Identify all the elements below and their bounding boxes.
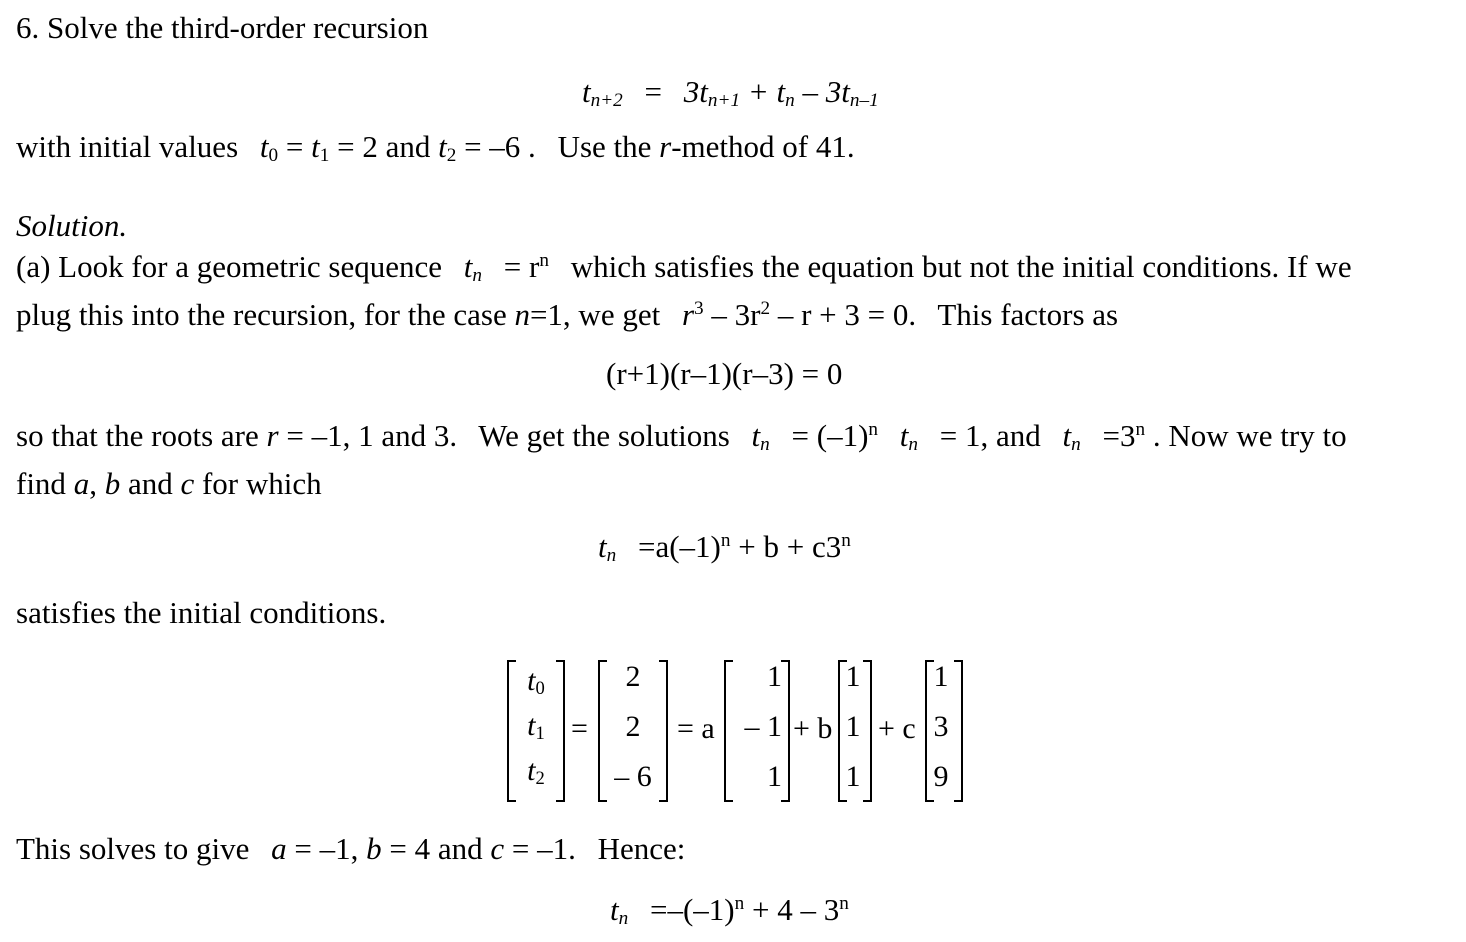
matrix-b-1: 1: [845, 710, 861, 743]
solution-para-a: (a) Look for a geometric sequence $t_n = r^n$ which satisfies the equation but not the initial conditions. If we: [16, 249, 1352, 287]
matrix-val-2: – 6: [614, 760, 652, 793]
matrix-val-1: 2: [625, 710, 641, 743]
matrix-eq2: = a: [677, 712, 715, 745]
matrix-t1: $t_1$: [527, 709, 545, 745]
matrix-a-1: – 1: [744, 710, 782, 743]
matrix-b-2: 1: [845, 760, 861, 793]
initial-values-line: with initial values $t_0 = t_1 = 2$ and $t_2 = -6$ . Use the r-method of 41.: [16, 129, 855, 167]
factored-equation: (r+1)(r–1)(r–3) = 0: [606, 356, 843, 391]
matrix-a-2: 1: [767, 760, 782, 793]
solution-title: Solution.: [16, 208, 128, 243]
matrix-b-0: 1: [845, 660, 861, 693]
roots-line: so that the roots are r = –1, 1 and 3. We get the solutions $t_n = (-1)^n$ $t_n = 1$, and $t_n =3^n$ . Now we try to: [16, 418, 1347, 456]
matrix-plus-b: + b: [793, 712, 833, 745]
matrix-c-2: 9: [933, 760, 949, 793]
solution-para-b: plug this into the recursion, for the case n=1, we get $r^3 - 3r^2 - r + 3 = 0$. This factors as: [16, 297, 1119, 332]
find-line: find a, b and c for which: [16, 466, 322, 501]
matrix-plus-c: + c: [878, 712, 916, 745]
matrix-val-0: 2: [625, 660, 641, 693]
satisfies-line: satisfies the initial conditions.: [16, 595, 387, 630]
matrix-t0: $t_0$: [527, 664, 545, 700]
matrix-eq1: =: [571, 712, 588, 745]
solves-line: This solves to give a = –1, b = 4 and c = –1. Hence:: [16, 831, 686, 866]
final-solution: $t_n =-(-1)^n + 4 - 3^n$: [610, 892, 849, 930]
general-solution: $t_n =a(-1)^n + b + c3^n$: [598, 529, 851, 567]
matrix-c-0: 1: [933, 660, 949, 693]
recursion-equation: $t_{n+2} = 3t_{n+1} + t_n - 3t_{n-1}$: [582, 74, 879, 112]
problem-heading: 6. Solve the third-order recursion: [16, 10, 429, 45]
matrix-a-0: 1: [767, 660, 782, 693]
matrix-t2: $t_2$: [527, 754, 545, 790]
matrix-c-1: 3: [933, 710, 949, 743]
